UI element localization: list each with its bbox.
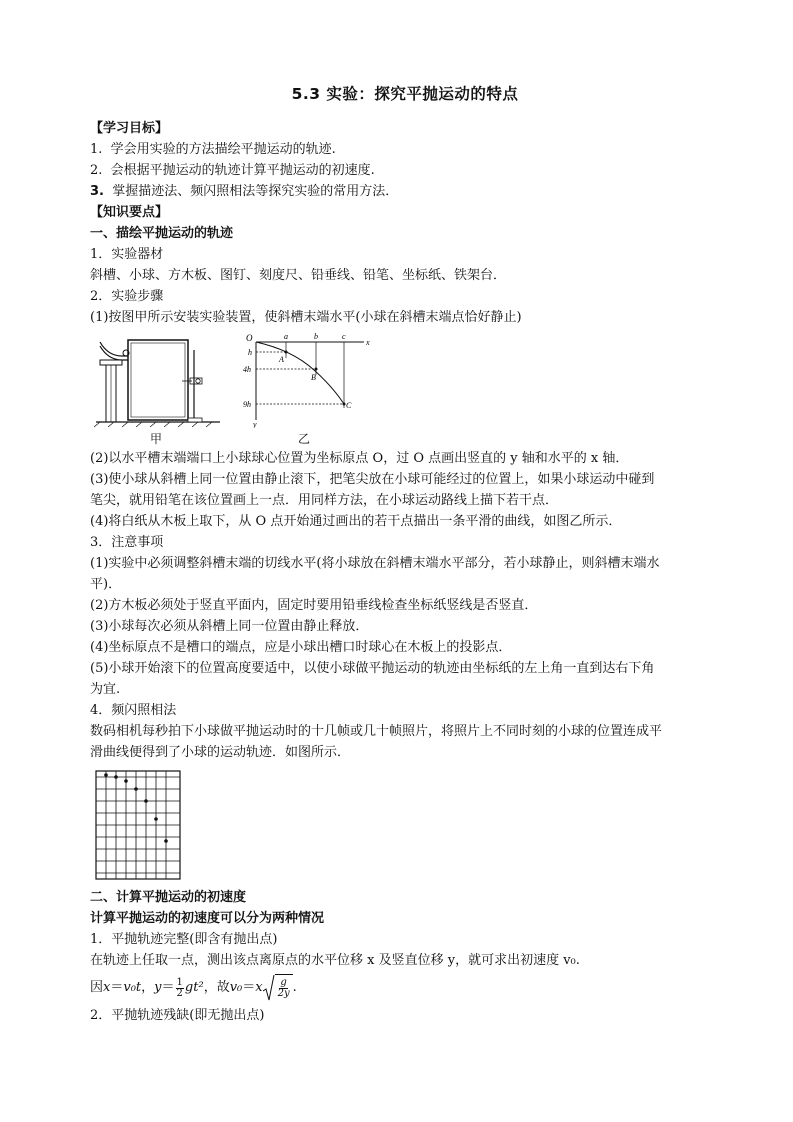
figure-apparatus-and-trajectory xyxy=(90,330,720,428)
strobe-photo-figure xyxy=(94,769,720,881)
label-b: b xyxy=(314,332,318,341)
document-page xyxy=(90,82,720,1026)
step-4: (4)将白纸从木板上取下，从 O 点开始通过画出的若干点描出一条平滑的曲线，如图乙所示． xyxy=(90,514,622,529)
label-point-C: C xyxy=(346,401,352,410)
strobe-text-line-1: 数码相机每秒拍下小球做平抛运动时的十几帧或几十帧照片，将照片上不同时刻的小球的位置连成平 xyxy=(90,724,663,739)
goals-heading: 【学习目标】 xyxy=(90,121,169,136)
note-1-line-1: (1)实验中必须调整斜槽末端的切线水平(将小球放在斜槽末端水平部分，若小球静止，则斜槽末端水 xyxy=(90,556,660,571)
strobe-text-line-2: 滑曲线便得到了小球的运动轨迹．如图所示． xyxy=(90,745,351,760)
step-2: (2)以水平槽末端端口上小球球心位置为坐标原点 O，过 O 点画出竖直的 y 轴和水平的 x 轴． xyxy=(90,451,629,466)
note-1-line-2: 平)． xyxy=(90,577,122,592)
label-origin: O xyxy=(246,333,253,343)
caption-jia: 甲 xyxy=(150,432,163,446)
label-9h: 9h xyxy=(243,400,251,409)
page-title: 5.3 实验：探究平抛运动的特点 xyxy=(291,85,519,103)
trajectory-figure-yi xyxy=(242,330,377,428)
label-c: c xyxy=(342,332,346,341)
label-4h: 4h xyxy=(243,365,251,374)
knowledge-heading: 【知识要点】 xyxy=(90,205,169,220)
goal-item-1: 1. 学会用实验的方法描绘平抛运动的轨迹. xyxy=(90,142,336,157)
equipment-text: 斜槽、小球、方木板、图钉、刻度尺、铅垂线、铅笔、坐标纸、铁架台． xyxy=(90,268,507,283)
fraction-half: $\frac{1}{2}$ xyxy=(176,976,183,999)
figure-captions xyxy=(90,430,720,448)
apparatus-figure-jia xyxy=(94,330,224,428)
note-5-line-2: 为宜. xyxy=(90,682,121,697)
label-point-B: B xyxy=(311,373,316,382)
goal-item-3: 3. 掌握描迹法、频闪照相法等探究实验的常用方法． xyxy=(90,184,399,199)
note-2: (2)方木板必须处于竖直平面内，固定时要用铅垂线检查坐标纸竖线是否竖直． xyxy=(90,598,538,613)
equipment-title: 1．实验器材 xyxy=(90,247,164,262)
case-1-text: 在轨迹上任取一点，测出该点离原点的水平位移 x 及竖直位移 y，就可求出初速度 v₀. xyxy=(90,953,580,968)
note-5-line-1: (5)小球开始滚下的位置高度要适中，以使小球做平抛运动的轨迹由坐标纸的左上角一直到达右下角 xyxy=(90,661,655,676)
case-1-title: 1．平抛轨迹完整(即含有抛出点) xyxy=(90,932,278,947)
goal-item-2: 2. 会根据平抛运动的轨迹计算平抛运动的初速度. xyxy=(90,163,375,178)
section-2-subheading: 计算平抛运动的初速度可以分为两种情况 xyxy=(90,911,325,926)
caption-yi: 乙 xyxy=(298,432,311,446)
note-3: (3)小球每次必须从斜槽上同一位置由静止释放． xyxy=(90,619,369,634)
initial-velocity-formula: 因 x ＝ v₀t ， y ＝ $\frac{1}{2}$ gt² ，故 v₀ ＝ x $\frac{g}{2y}$ . xyxy=(90,971,720,1005)
label-x-axis: x xyxy=(366,338,370,347)
notes-title: 3．注意事项 xyxy=(90,535,164,550)
step-3-line-2: 笔尖，就用铅笔在该位置画上一点．用同样方法，在小球运动路线上描下若干点． xyxy=(90,493,559,508)
strobe-title: 4．频闪照相法 xyxy=(90,703,177,718)
label-a: a xyxy=(284,332,288,341)
label-h: h xyxy=(248,348,252,357)
step-3-line-1: (3)使小球从斜槽上同一位置由静止滚下，把笔尖放在小球可能经过的位置上，如果小球运动中碰到 xyxy=(90,472,655,487)
step-1: (1)按图甲所示安装实验装置，使斜槽末端水平(小球在斜槽末端点恰好静止) xyxy=(90,310,522,325)
section-2-heading: 二、计算平抛运动的初速度 xyxy=(90,890,247,905)
fraction-g-over-2y: $\frac{g}{2y}$ xyxy=(277,977,290,999)
square-root xyxy=(263,974,293,1002)
label-y-axis: y xyxy=(253,420,257,428)
case-2-title: 2．平抛轨迹残缺(即无抛出点) xyxy=(90,1008,265,1023)
steps-title: 2．实验步骤 xyxy=(90,289,164,304)
radical-sign-icon xyxy=(263,974,275,1002)
label-point-A: A xyxy=(279,355,284,364)
section-1-heading: 一、描绘平抛运动的轨迹 xyxy=(90,226,234,241)
note-4: (4)坐标原点不是槽口的端点，应是小球出槽口时球心在木板上的投影点． xyxy=(90,640,512,655)
strobe-grid-svg xyxy=(94,769,182,881)
